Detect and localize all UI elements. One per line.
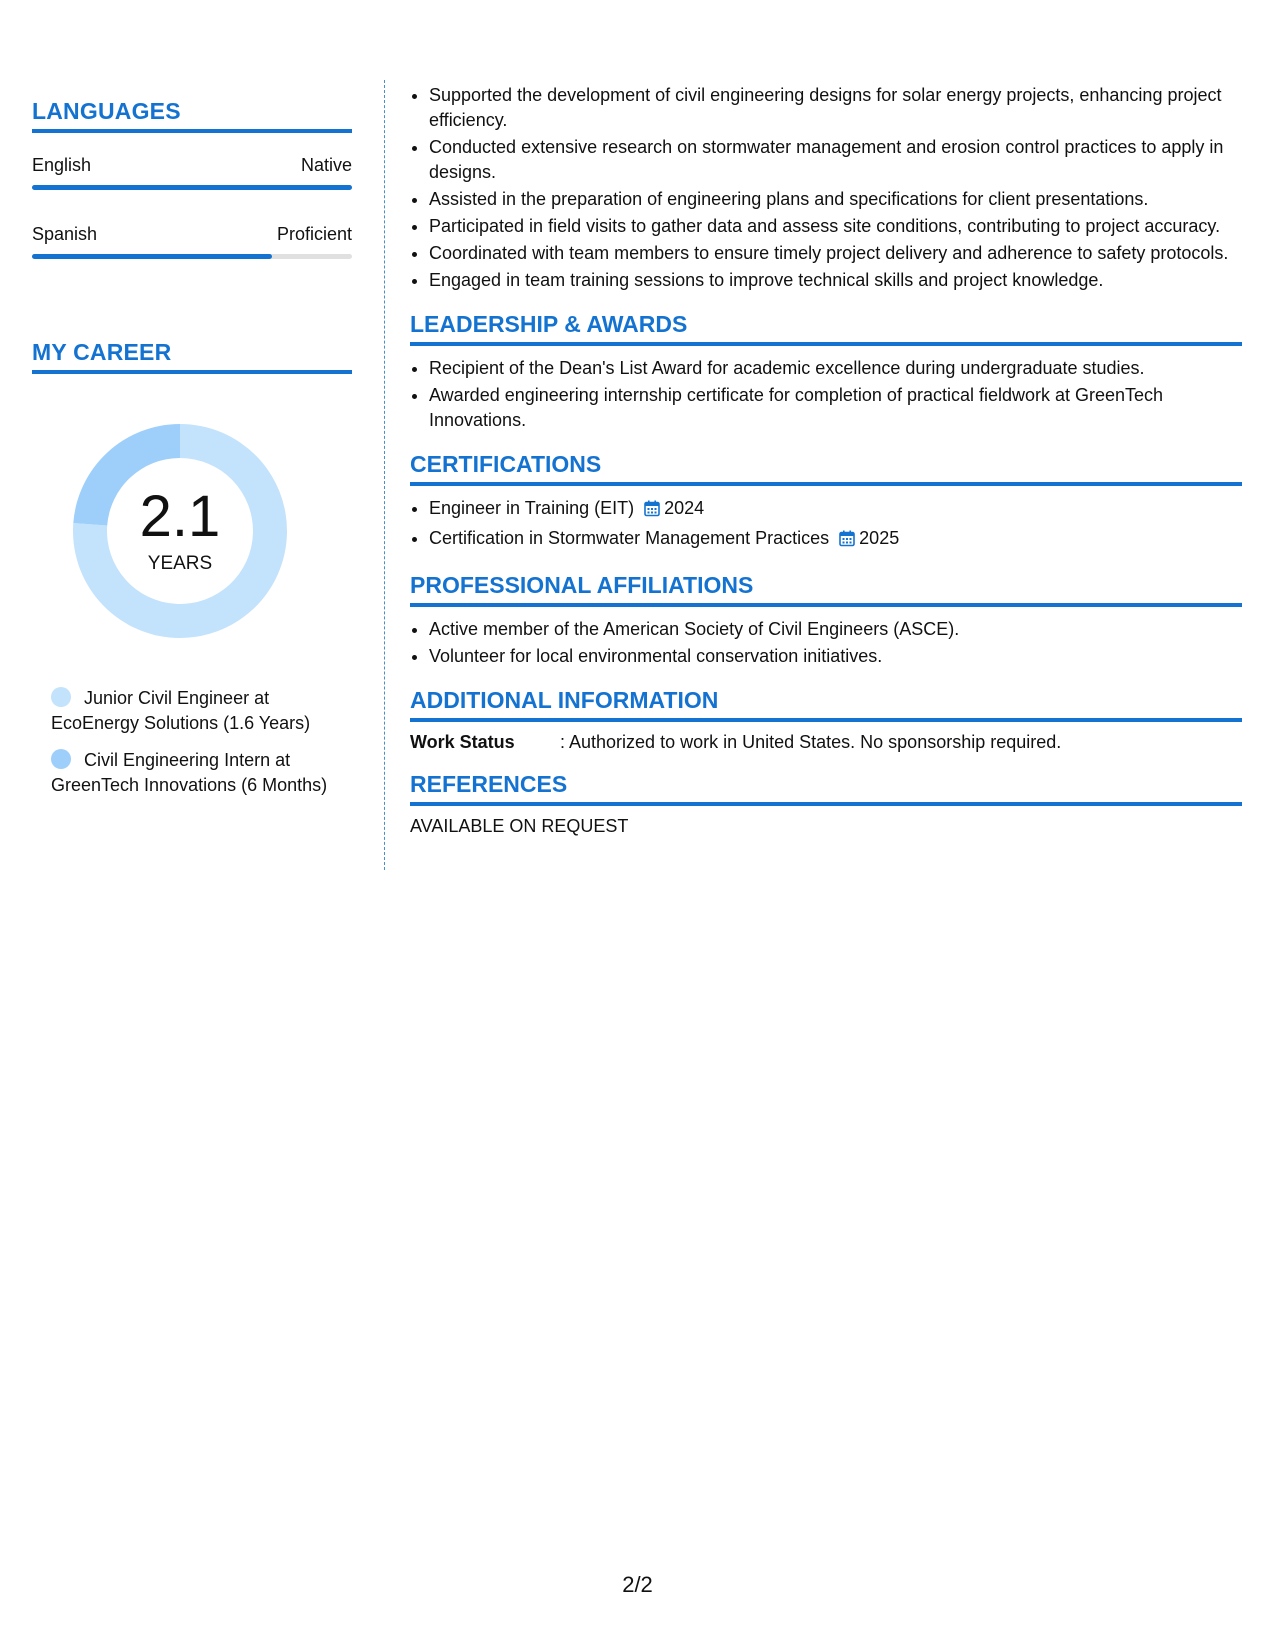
column-divider (384, 80, 385, 870)
language-level: Proficient (276, 224, 352, 244)
legend-dot-icon (51, 687, 71, 707)
affiliations-heading: PROFESSIONAL AFFILIATIONS (410, 572, 1242, 607)
leadership-heading: LEADERSHIP & AWARDS (410, 311, 1242, 346)
language-proficiency-bar (32, 185, 352, 190)
career-total-unit: YEARS (147, 553, 213, 574)
language-proficiency-fill (32, 185, 352, 190)
certification-name: Certification in Stormwater Management Practices (429, 528, 830, 548)
list-item: • Active member of the American Society of Civil Engineers (ASCE). (429, 617, 1242, 642)
certifications-heading: CERTIFICATIONS (410, 451, 1242, 486)
languages-section (32, 98, 352, 259)
language-item-spanish (32, 224, 352, 259)
career-donut-chart (65, 416, 295, 646)
certifications-list (410, 496, 1242, 554)
legend-label: Civil Engineering Intern at GreenTech Innovations (6 Months) (51, 750, 328, 795)
legend-dot-icon (51, 749, 71, 769)
experience-bullets (410, 83, 1242, 293)
list-item: • Recipient of the Dean's List Award for academic excellence during undergraduate studies. (429, 356, 1242, 381)
references-heading: REFERENCES (410, 771, 1242, 806)
legend-item (51, 748, 341, 798)
language-proficiency-bar (32, 254, 352, 259)
work-status-row (410, 732, 1242, 753)
leadership-list (410, 356, 1242, 433)
list-item: • Supported the development of civil engineering designs for solar energy projects, enhancing project efficiency. (429, 83, 1242, 133)
additional-info-heading: ADDITIONAL INFORMATION (410, 687, 1242, 722)
references-text: AVAILABLE ON REQUEST (410, 816, 629, 836)
career-heading: MY CAREER (32, 339, 352, 374)
certification-year: 2024 (664, 498, 705, 518)
list-item: • Coordinated with team members to ensure timely project delivery and adherence to safety protocols. (429, 241, 1242, 266)
list-item (429, 496, 1242, 524)
career-legend (51, 686, 341, 798)
work-status-value: : Authorized to work in United States. No sponsorship required. (560, 732, 1062, 752)
career-total-years: 2.1 (139, 484, 221, 549)
list-item: • Volunteer for local environmental conservation initiatives. (429, 644, 1242, 669)
language-level: Native (300, 155, 352, 175)
career-section (32, 339, 352, 798)
main-content (410, 80, 1242, 837)
list-item: • Conducted extensive research on stormwater management and erosion control practices to apply in designs. (429, 135, 1242, 185)
list-item: • Participated in field visits to gather data and assess site conditions, contributing to project accuracy. (429, 214, 1242, 239)
page-number: 2/2 (622, 1572, 653, 1597)
language-name: English (32, 155, 92, 175)
languages-heading: LANGUAGES (32, 98, 352, 133)
sidebar (32, 80, 352, 810)
list-item: • Assisted in the preparation of engineering plans and specifications for client presentations. (429, 187, 1242, 212)
legend-item (51, 686, 341, 736)
list-item: • Engaged in team training sessions to improve technical skills and project knowledge. (429, 268, 1242, 293)
list-item: • Awarded engineering internship certificate for completion of practical fieldwork at GreenTech Innovations. (429, 383, 1242, 433)
list-item (429, 526, 1242, 554)
language-item-english (32, 155, 352, 190)
calendar-icon (644, 499, 660, 524)
certification-name: Engineer in Training (EIT) (429, 498, 635, 518)
work-status-label: Work Status (410, 732, 515, 752)
certification-year: 2025 (859, 528, 900, 548)
legend-label: Junior Civil Engineer at EcoEnergy Solutions (1.6 Years) (51, 688, 311, 733)
calendar-icon (839, 529, 855, 554)
language-name: Spanish (32, 224, 98, 244)
language-proficiency-fill (32, 254, 272, 259)
affiliations-list (410, 617, 1242, 669)
